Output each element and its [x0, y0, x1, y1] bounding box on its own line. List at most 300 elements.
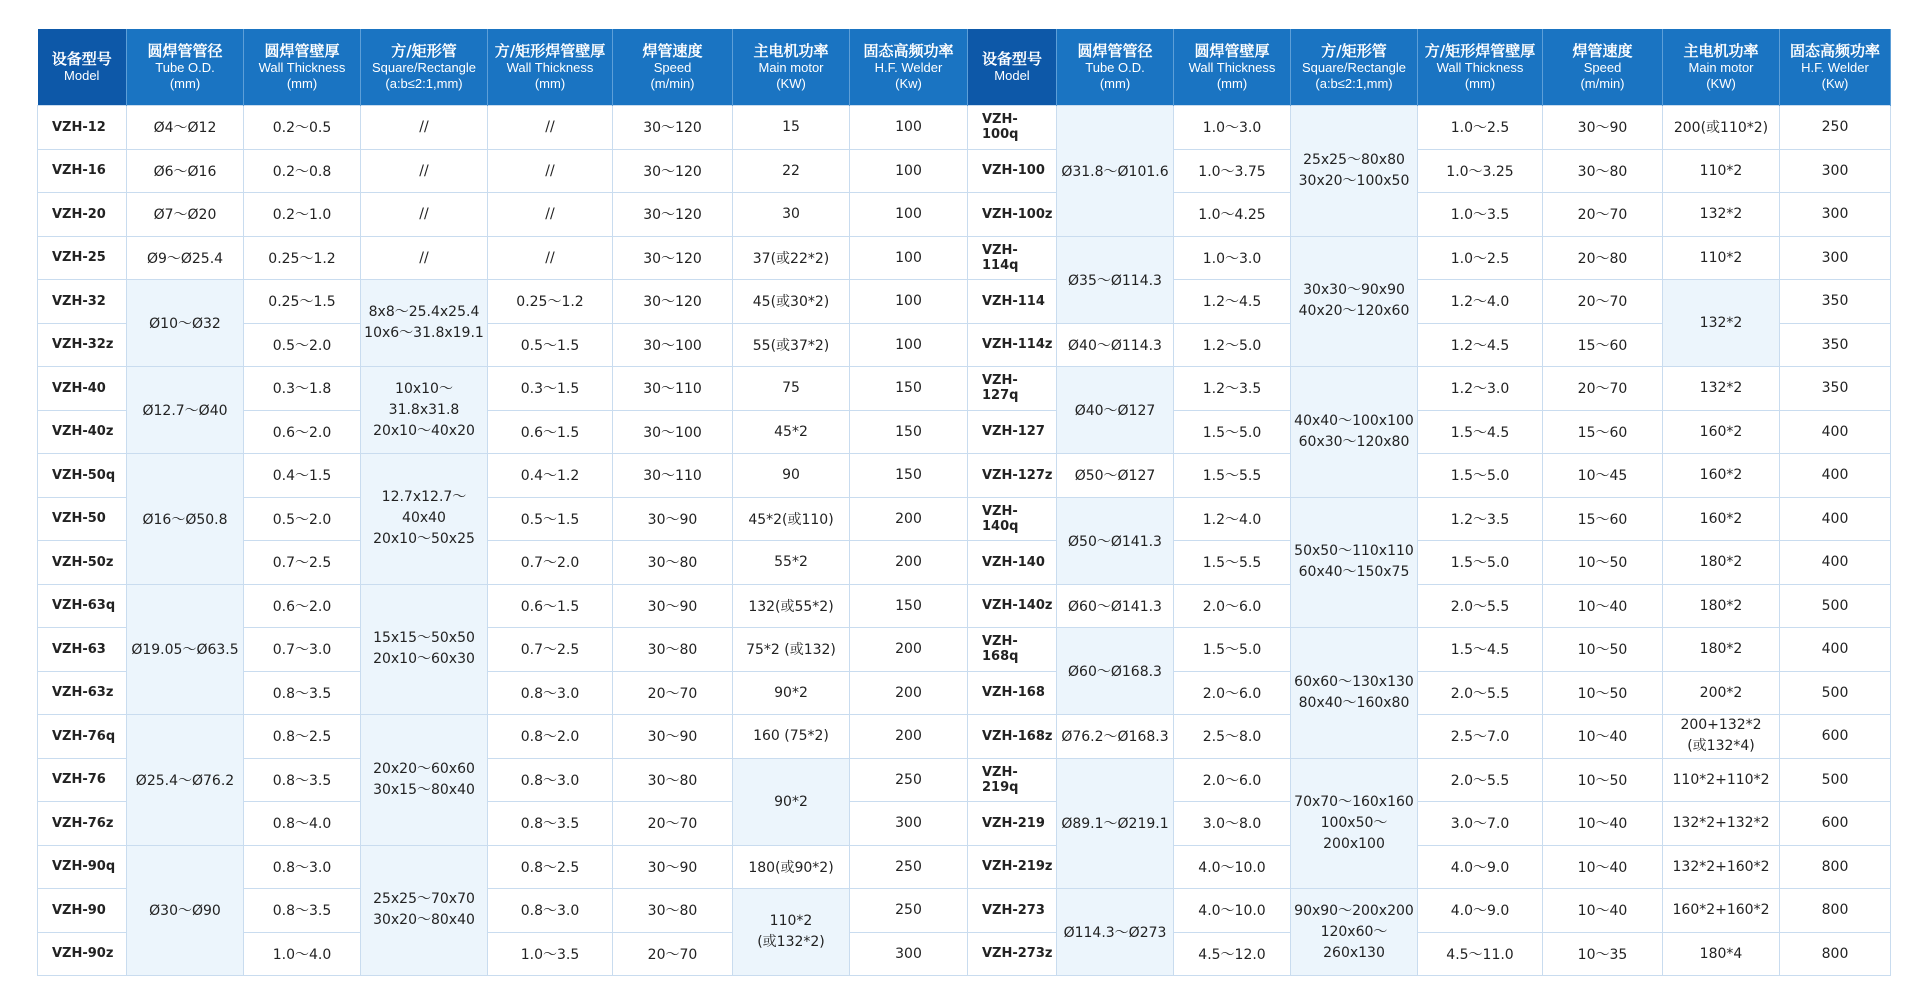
- spec-cell: 3.0～7.0: [1418, 802, 1543, 846]
- spec-cell: 30～120: [613, 280, 733, 324]
- spec-cell: 1.0～2.5: [1418, 236, 1543, 280]
- cell-line: 40x40～100x100: [1294, 412, 1414, 429]
- table-row: [38, 671, 1891, 715]
- table-row: [38, 715, 1891, 759]
- spec-cell: 30～80: [613, 758, 733, 802]
- spec-cell: 2.5～7.0: [1418, 715, 1543, 759]
- header-sq: [361, 29, 488, 106]
- spec-cell: 0.7～3.0: [244, 628, 361, 672]
- spec-cell: 1.5～5.5: [1174, 541, 1291, 585]
- spec-cell: 350: [1780, 367, 1891, 411]
- header-label-cn: 焊管速度: [642, 42, 703, 60]
- spec-cell: 30～110: [613, 454, 733, 498]
- spec-cell: 2.5～8.0: [1174, 715, 1291, 759]
- model-cell: VZH-127z: [968, 454, 1057, 498]
- spec-cell: [733, 889, 850, 976]
- model-cell: VZH-114q: [968, 236, 1057, 280]
- spec-cell: 132*2+132*2: [1663, 802, 1780, 846]
- spec-cell: 75*2 (或132): [733, 628, 850, 672]
- header-swt: [488, 29, 613, 106]
- spec-cell: 180*2: [1663, 628, 1780, 672]
- cell-line: 10x6～31.8x19.1: [364, 325, 484, 341]
- spec-cell: 160*2+160*2: [1663, 889, 1780, 933]
- header-label-cn: 主电机功率: [1683, 42, 1759, 60]
- header-label-cn: 固态高频功率: [1789, 42, 1880, 60]
- header-swt: [1418, 29, 1543, 106]
- spec-cell: 0.4～1.5: [244, 454, 361, 498]
- spec-cell: //: [488, 106, 613, 150]
- table-header: [38, 29, 1891, 106]
- model-cell: VZH-63: [38, 628, 127, 672]
- spec-cell: 300: [850, 932, 968, 976]
- spec-cell: 0.25～1.2: [488, 280, 613, 324]
- spec-cell: 90*2: [733, 671, 850, 715]
- model-cell: VZH-90z: [38, 932, 127, 976]
- spec-cell: 0.8～3.0: [488, 671, 613, 715]
- cell-line: 60x60～130x130: [1294, 673, 1414, 690]
- spec-cell: Ø9～Ø25.4: [127, 236, 244, 280]
- spec-cell: 30～90: [613, 584, 733, 628]
- model-cell: VZH-219q: [968, 758, 1057, 802]
- spec-cell: 30: [733, 193, 850, 237]
- cell-line: (或132*2): [757, 934, 825, 950]
- spec-cell: 0.2～0.8: [244, 149, 361, 193]
- spec-cell: 180*2: [1663, 541, 1780, 585]
- spec-cell: 132*2+160*2: [1663, 845, 1780, 889]
- header-od: [1057, 29, 1174, 106]
- spec-cell: 110*2: [1663, 236, 1780, 280]
- spec-cell: Ø60～Ø168.3: [1057, 628, 1174, 715]
- spec-cell: 4.5～12.0: [1174, 932, 1291, 976]
- spec-cell: 30～80: [613, 628, 733, 672]
- spec-cell: 2.0～5.5: [1418, 758, 1543, 802]
- spec-cell: 10～50: [1543, 541, 1663, 585]
- spec-cell: 4.5～11.0: [1418, 932, 1543, 976]
- model-cell: VZH-273z: [968, 932, 1057, 976]
- spec-cell: 10～45: [1543, 454, 1663, 498]
- cell-line: 80x40～160x80: [1298, 694, 1410, 711]
- table-body: [38, 106, 1891, 976]
- spec-cell: 0.25～1.5: [244, 280, 361, 324]
- cell-line: 8x8～25.4x25.4: [368, 304, 480, 320]
- header-label-cn: 圆焊管壁厚: [264, 42, 340, 60]
- spec-cell: [361, 367, 488, 454]
- spec-cell: Ø25.4～Ø76.2: [127, 715, 244, 846]
- spec-cell: 4.0～10.0: [1174, 889, 1291, 933]
- spec-cell: 20～80: [1543, 236, 1663, 280]
- header-label-en: (mm): [169, 76, 201, 91]
- header-label-en: H.F. Welder: [874, 60, 943, 75]
- spec-cell: 150: [850, 454, 968, 498]
- spec-cell: 45*2: [733, 410, 850, 454]
- spec-cell: 100: [850, 280, 968, 324]
- spec-cell: 0.6～1.5: [488, 584, 613, 628]
- header-label-cn: 主电机功率: [753, 42, 829, 60]
- cell-line: 30x30～90x90: [1303, 282, 1405, 299]
- spec-cell: 15～60: [1543, 497, 1663, 541]
- spec-cell: 20～70: [1543, 367, 1663, 411]
- spec-cell: Ø31.8～Ø101.6: [1057, 106, 1174, 237]
- spec-cell: 1.2～3.5: [1174, 367, 1291, 411]
- header-row: [38, 29, 1891, 106]
- spec-cell: 200: [850, 671, 968, 715]
- header-label-en: (Kw): [1821, 76, 1849, 91]
- table-row: [38, 454, 1891, 498]
- spec-cell: 0.4～1.2: [488, 454, 613, 498]
- header-label-en: Wall Thickness: [1188, 60, 1276, 75]
- table-row: [38, 758, 1891, 802]
- header-label-en: Wall Thickness: [506, 60, 594, 75]
- cell-line: (或132*4): [1687, 738, 1755, 755]
- spec-cell: 150: [850, 367, 968, 411]
- spec-cell: //: [488, 149, 613, 193]
- spec-cell: Ø89.1～Ø219.1: [1057, 758, 1174, 889]
- spec-cell: 0.7～2.0: [488, 541, 613, 585]
- spec-cell: [1663, 715, 1780, 759]
- spec-cell: 30～80: [613, 541, 733, 585]
- spec-cell: 10～35: [1543, 932, 1663, 976]
- spec-cell: 30～100: [613, 410, 733, 454]
- spec-cell: 2.0～6.0: [1174, 758, 1291, 802]
- table-row: [38, 149, 1891, 193]
- spec-cell: 180*4: [1663, 932, 1780, 976]
- spec-cell: //: [488, 236, 613, 280]
- cell-line: 25x25～70x70: [373, 891, 475, 908]
- spec-cell: 1.2～4.0: [1418, 280, 1543, 324]
- model-cell: VZH-219z: [968, 845, 1057, 889]
- spec-cell: 600: [1780, 715, 1891, 759]
- header-label-en: Speed: [653, 60, 692, 75]
- spec-cell: 400: [1780, 497, 1891, 541]
- header-label-en: Main motor: [1688, 60, 1754, 75]
- table-row: [38, 628, 1891, 672]
- spec-cell: 15～60: [1543, 323, 1663, 367]
- model-cell: VZH-25: [38, 236, 127, 280]
- spec-cell: 1.2～5.0: [1174, 323, 1291, 367]
- cell-line: 110*2: [769, 913, 813, 929]
- spec-cell: 0.3～1.5: [488, 367, 613, 411]
- cell-line: 200+132*2: [1680, 717, 1762, 734]
- spec-cell: 1.5～5.0: [1174, 410, 1291, 454]
- spec-cell: 20～70: [613, 932, 733, 976]
- spec-cell: 1.0～3.5: [488, 932, 613, 976]
- spec-cell: 1.2～4.5: [1418, 323, 1543, 367]
- spec-cell: 0.5～1.5: [488, 497, 613, 541]
- spec-cell: //: [361, 106, 488, 150]
- table-row: [38, 845, 1891, 889]
- header-hf: [850, 29, 968, 106]
- spec-cell: Ø6～Ø16: [127, 149, 244, 193]
- spec-cell: [1291, 758, 1418, 889]
- spec-cell: Ø12.7～Ø40: [127, 367, 244, 454]
- spec-cell: 20～70: [1543, 193, 1663, 237]
- spec-cell: 30～100: [613, 323, 733, 367]
- table-row: [38, 932, 1891, 976]
- spec-cell: [1291, 236, 1418, 367]
- spec-cell: Ø19.05～Ø63.5: [127, 584, 244, 715]
- spec-cell: 2.0～6.0: [1174, 584, 1291, 628]
- spec-cell: 0.6～1.5: [488, 410, 613, 454]
- spec-cell: 1.0～3.75: [1174, 149, 1291, 193]
- cell-line: 20x20～60x60: [373, 760, 475, 777]
- spec-cell: 10～50: [1543, 758, 1663, 802]
- spec-cell: 300: [1780, 149, 1891, 193]
- header-label-cn: 固态高频功率: [863, 42, 954, 60]
- spec-cell: 0.8～3.5: [244, 889, 361, 933]
- header-label-en: Tube O.D.: [1085, 60, 1145, 75]
- table-row: [38, 106, 1891, 150]
- spec-cell: 150: [850, 584, 968, 628]
- spec-cell: 10～40: [1543, 715, 1663, 759]
- spec-cell: [1291, 497, 1418, 628]
- cell-line: 100x50～200x100: [1320, 814, 1388, 852]
- spec-cell: 160*2: [1663, 454, 1780, 498]
- spec-cell: 1.5～5.5: [1174, 454, 1291, 498]
- spec-cell: 100: [850, 323, 968, 367]
- model-cell: VZH-12: [38, 106, 127, 150]
- header-label-cn: 方/矩形管: [391, 42, 457, 60]
- model-cell: VZH-76: [38, 758, 127, 802]
- spec-cell: 110*2+110*2: [1663, 758, 1780, 802]
- spec-cell: 1.2～4.5: [1174, 280, 1291, 324]
- spec-cell: 0.8～3.5: [244, 671, 361, 715]
- table-row: [38, 367, 1891, 411]
- spec-cell: [361, 280, 488, 367]
- header-mot: [1663, 29, 1780, 106]
- spec-cell: 1.0～3.0: [1174, 236, 1291, 280]
- cell-line: 120x60～260x130: [1320, 923, 1388, 961]
- model-cell: VZH-168z: [968, 715, 1057, 759]
- spec-cell: 300: [1780, 193, 1891, 237]
- cell-line: 60x30～120x80: [1298, 433, 1410, 450]
- spec-cell: 37(或22*2): [733, 236, 850, 280]
- spec-cell: 30～120: [613, 106, 733, 150]
- spec-cell: 100: [850, 193, 968, 237]
- spec-cell: 200: [850, 715, 968, 759]
- spec-cell: 0.7～2.5: [488, 628, 613, 672]
- spec-cell: 800: [1780, 889, 1891, 933]
- spec-cell: 0.8～2.0: [488, 715, 613, 759]
- spec-cell: 10～40: [1543, 845, 1663, 889]
- spec-cell: Ø50～Ø127: [1057, 454, 1174, 498]
- header-label-cn: 圆焊管管径: [1077, 42, 1153, 60]
- header-model: [38, 29, 127, 106]
- spec-cell: 250: [1780, 106, 1891, 150]
- spec-cell: 400: [1780, 454, 1891, 498]
- header-label-en: (a:b≤2:1,mm): [1315, 76, 1393, 91]
- table-row: [38, 584, 1891, 628]
- model-cell: VZH-127q: [968, 367, 1057, 411]
- spec-cell: 0.5～2.0: [244, 323, 361, 367]
- spec-cell: 20～70: [1543, 280, 1663, 324]
- header-hf: [1780, 29, 1891, 106]
- header-label-en: (KW): [1706, 76, 1736, 91]
- table-row: [38, 802, 1891, 846]
- model-cell: VZH-140z: [968, 584, 1057, 628]
- spec-cell: 0.6～2.0: [244, 410, 361, 454]
- spec-cell: 160 (75*2): [733, 715, 850, 759]
- spec-cell: 500: [1780, 584, 1891, 628]
- header-label-en: Model: [64, 68, 100, 83]
- header-label-cn: 圆焊管壁厚: [1194, 42, 1270, 60]
- spec-cell: Ø114.3～Ø273: [1057, 889, 1174, 976]
- spec-cell: 1.5～5.0: [1418, 454, 1543, 498]
- header-label-en: (mm): [1099, 76, 1131, 91]
- header-spd: [613, 29, 733, 106]
- spec-cell: [361, 715, 488, 846]
- cell-line: 12.7x12.7～40x40: [381, 489, 467, 527]
- spec-cell: Ø40～Ø114.3: [1057, 323, 1174, 367]
- spec-cell: 10～40: [1543, 584, 1663, 628]
- spec-cell: //: [488, 193, 613, 237]
- spec-cell: 400: [1780, 628, 1891, 672]
- spec-cell: 400: [1780, 410, 1891, 454]
- spec-cell: 132*2: [1663, 193, 1780, 237]
- table-row: [38, 193, 1891, 237]
- spec-cell: 4.0～9.0: [1418, 889, 1543, 933]
- spec-cell: 10～40: [1543, 889, 1663, 933]
- spec-cell: [1291, 106, 1418, 237]
- spec-cell: 800: [1780, 932, 1891, 976]
- spec-cell: 0.8～3.0: [488, 889, 613, 933]
- spec-cell: 1.0～4.25: [1174, 193, 1291, 237]
- spec-cell: //: [361, 193, 488, 237]
- header-label-cn: 方/矩形焊管壁厚: [1424, 42, 1536, 60]
- model-cell: VZH-76z: [38, 802, 127, 846]
- spec-cell: 160*2: [1663, 497, 1780, 541]
- spec-cell: 350: [1780, 280, 1891, 324]
- model-cell: VZH-219: [968, 802, 1057, 846]
- spec-cell: 180*2: [1663, 584, 1780, 628]
- spec-table: [37, 29, 1891, 976]
- header-label-en: Model: [994, 68, 1030, 83]
- spec-cell: 90*2: [733, 758, 850, 845]
- model-cell: VZH-32z: [38, 323, 127, 367]
- spec-cell: 0.25～1.2: [244, 236, 361, 280]
- spec-cell: 1.2～3.5: [1418, 497, 1543, 541]
- header-label-cn: 方/矩形焊管壁厚: [494, 42, 606, 60]
- header-wt: [244, 29, 361, 106]
- spec-cell: 132*2: [1663, 367, 1780, 411]
- spec-cell: 2.0～5.5: [1418, 584, 1543, 628]
- model-cell: VZH-168: [968, 671, 1057, 715]
- cell-line: 20x10～40x20: [373, 422, 475, 439]
- table-row: [38, 323, 1891, 367]
- spec-cell: 1.5～5.0: [1174, 628, 1291, 672]
- spec-cell: //: [361, 236, 488, 280]
- cell-line: 20x10～50x25: [373, 531, 475, 548]
- table-row: [38, 497, 1891, 541]
- spec-cell: 250: [850, 845, 968, 889]
- model-cell: VZH-168q: [968, 628, 1057, 672]
- spec-cell: 600: [1780, 802, 1891, 846]
- spec-cell: 1.5～4.5: [1418, 410, 1543, 454]
- cell-line: 90x90～200x200: [1294, 902, 1414, 919]
- spec-cell: 100: [850, 149, 968, 193]
- cell-line: 50x50～110x110: [1294, 543, 1414, 560]
- spec-cell: 0.8～2.5: [244, 715, 361, 759]
- spec-cell: 30～80: [1543, 149, 1663, 193]
- header-label-cn: 圆焊管管径: [147, 42, 223, 60]
- spec-cell: 200: [850, 541, 968, 585]
- cell-line: 10x10～31.8x31.8: [388, 380, 460, 418]
- spec-cell: 150: [850, 410, 968, 454]
- spec-cell: 0.2～0.5: [244, 106, 361, 150]
- cell-line: 70x70～160x160: [1294, 793, 1414, 810]
- spec-cell: 300: [1780, 236, 1891, 280]
- header-mot: [733, 29, 850, 106]
- model-cell: VZH-16: [38, 149, 127, 193]
- table-row: [38, 280, 1891, 324]
- spec-cell: 0.8～3.0: [488, 758, 613, 802]
- header-model: [968, 29, 1057, 106]
- header-label-en: (mm): [1464, 76, 1496, 91]
- model-cell: VZH-100z: [968, 193, 1057, 237]
- spec-cell: 45(或30*2): [733, 280, 850, 324]
- spec-cell: 300: [850, 802, 968, 846]
- spec-cell: 100: [850, 106, 968, 150]
- cell-line: 40x20～120x60: [1298, 303, 1410, 320]
- spec-cell: 0.8～3.5: [488, 802, 613, 846]
- table-row: [38, 541, 1891, 585]
- header-label-cn: 设备型号: [981, 50, 1042, 68]
- header-label-en: Square/Rectangle: [371, 60, 477, 75]
- header-label-cn: 设备型号: [51, 50, 112, 68]
- model-cell: VZH-63q: [38, 584, 127, 628]
- spec-cell: 0.7～2.5: [244, 541, 361, 585]
- spec-cell: //: [361, 149, 488, 193]
- spec-cell: 1.0～4.0: [244, 932, 361, 976]
- spec-cell: [361, 845, 488, 976]
- spec-cell: 1.0～3.25: [1418, 149, 1543, 193]
- model-cell: VZH-114z: [968, 323, 1057, 367]
- spec-cell: 1.2～4.0: [1174, 497, 1291, 541]
- spec-cell: [1291, 889, 1418, 976]
- spec-cell: 100: [850, 236, 968, 280]
- spec-cell: 200: [850, 628, 968, 672]
- model-cell: VZH-127: [968, 410, 1057, 454]
- spec-cell: 200(或110*2): [1663, 106, 1780, 150]
- header-label-en: Wall Thickness: [1436, 60, 1524, 75]
- table-row: [38, 410, 1891, 454]
- spec-cell: 10～50: [1543, 671, 1663, 715]
- spec-cell: 1.2～3.0: [1418, 367, 1543, 411]
- spec-cell: 20～70: [613, 802, 733, 846]
- spec-cell: 500: [1780, 671, 1891, 715]
- spec-cell: 2.0～5.5: [1418, 671, 1543, 715]
- header-label-en: (mm): [286, 76, 318, 91]
- spec-cell: Ø35～Ø114.3: [1057, 236, 1174, 323]
- spec-cell: Ø40～Ø127: [1057, 367, 1174, 454]
- model-cell: VZH-50q: [38, 454, 127, 498]
- spec-cell: 55(或37*2): [733, 323, 850, 367]
- spec-cell: 30～90: [613, 845, 733, 889]
- spec-cell: 0.8～2.5: [488, 845, 613, 889]
- spec-cell: Ø4～Ø12: [127, 106, 244, 150]
- model-cell: VZH-32: [38, 280, 127, 324]
- spec-cell: 30～90: [613, 715, 733, 759]
- spec-cell: 75: [733, 367, 850, 411]
- spec-cell: 500: [1780, 758, 1891, 802]
- table-row: [38, 889, 1891, 933]
- spec-cell: [1291, 628, 1418, 759]
- header-label-cn: 方/矩形管: [1321, 42, 1387, 60]
- spec-cell: 0.8～3.5: [244, 758, 361, 802]
- cell-line: 15x15～50x50: [373, 630, 475, 647]
- cell-line: 30x15～80x40: [373, 781, 475, 798]
- spec-cell: 160*2: [1663, 410, 1780, 454]
- model-cell: VZH-90q: [38, 845, 127, 889]
